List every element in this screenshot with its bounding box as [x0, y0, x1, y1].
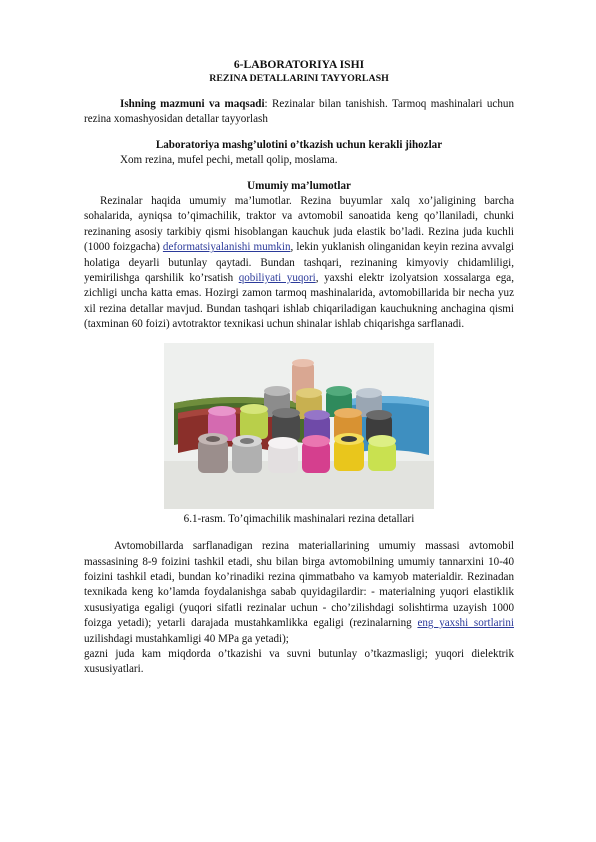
p1-text-c: , yaxshi elektr izolyatsion xossalarga ega, zichligi uncha katta emas. Hozirgi zamon tarmoq mashinalarida, avtomobillarida bir necha yuz xil rezina detallar mavjud. Bundan tashqari ishlab chiqariladigan kauchukning anchagina qismi (taxminan 60 foizi) avtotraktor texnikasi uchun shinalar ishlab chiqarishga sarflanadi.	[84, 272, 514, 331]
document-content	[84, 58, 514, 678]
equipment-heading: Laboratoriya mashg’ulotini o’tkazish uchun kerakli jihozlar	[155, 138, 443, 151]
link-ability[interactable]: qobiliyati yuqori	[238, 272, 316, 285]
section-heading: Umumiy ma’lumotlar	[247, 179, 351, 192]
automobile-paragraph	[84, 539, 514, 647]
p1-text-b: , lekin yuklanish olinganidan keyin rezina avvalgi holatiga deyarli butunlay qaytadi. Bundan tashqari, rezinaning kimyoviy chidamliligi, yemirilishga qarshilik ko’rsatish	[84, 241, 514, 285]
lab-subtitle: REZINA DETALLARINI TAYYORLASH	[209, 73, 389, 84]
purpose-paragraph	[84, 97, 514, 128]
rubber-parts-photo	[164, 343, 434, 509]
purpose-text: : Rezinalar bilan tanishish. Tarmoq mashinalari uchun rezina xomashyosidan detallar tayyorlash	[84, 98, 514, 126]
p1-text-a: Rezinalar haqida umumiy ma’lumotlar. Rezina buyumlar xalq xo’jaligining barcha sohalarida, ayniqsa to’qimachilik, traktor va avtomobil sanoatida keng qo’llaniladi, chunki rezinaning asosiy tarkibiy qismi hisoblangan kauchuk juda elastik bo’ladi. Rezina juda kuchli (1000 foizgacha)	[84, 195, 514, 254]
purpose-label: Ishning mazmuni va maqsadi	[120, 98, 265, 110]
link-deformation[interactable]: deformatsiyalanishi mumkin	[162, 241, 291, 254]
automobile-paragraph-end: gazni juda kam miqdorda o’tkazishi va suvni butunlay o’tkazmasligi; yuqori dielektrik xususiyatlari.	[84, 647, 514, 676]
general-info-paragraph	[84, 194, 514, 333]
equipment-text: Xom rezina, mufel pechi, metall qolip, moslama.	[120, 154, 338, 167]
figure-caption: 6.1-rasm. To’qimachilik mashinalari rezina detallari	[183, 512, 415, 525]
p2-text-a: Avtomobillarda sarflanadigan rezina materiallarining umumiy massasi avtomobil massasining 8-9 foizini tashkil etadi, shu bilan birga avtomobilning umumiy tannarxini 10-40 foizini tashkil etadi, bundan ko’rinadiki rezina qimmatbaho va kamyob materialdir. Rezinadan texnikada keng ko’lamda foydalanishga sabab quyidagilardir: - materialning yuqori elastiklik xususiyatiga egaligi (yuqori sifatli rezinalar uchun - cho’zilishdagi solishtirma uzayish 1000 foizga yetadi); yetarli darajada mustahkamlikka egaligi (rezinalarning	[84, 540, 514, 630]
p2-text-b: uzilishdagi mustahkamligi 40 MPa ga yetadi);	[84, 632, 289, 645]
link-best-sorts[interactable]: eng yaxshi sortlarini	[417, 617, 514, 630]
lab-title: 6-LABORATORIYA ISHI	[233, 58, 365, 71]
